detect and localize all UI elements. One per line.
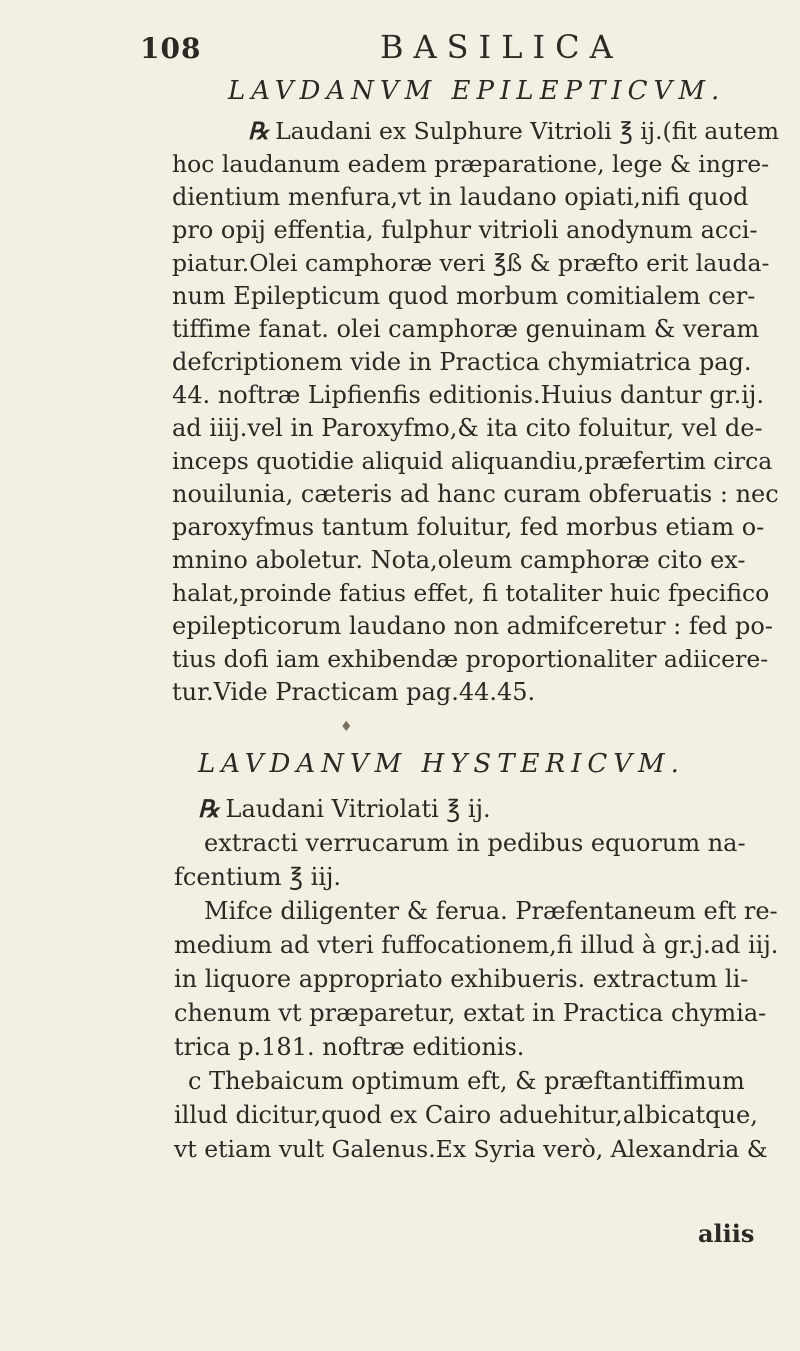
text-line: extracti verrucarum in pedibus equorum na- <box>204 829 746 857</box>
text-line: chenum vt præparetur, extat in Practica chymia- <box>174 999 767 1027</box>
text-line: medium ad vteri fuffocationem,fi illud à gr.j.ad iij. <box>174 931 779 959</box>
text-line: ad iiij.vel in Paroxyfmo,& ita cito foluitur, vel de- <box>172 414 763 442</box>
text-line: tiffime fanat. olei camphoræ genuinam & veram <box>172 315 760 343</box>
text-line: defcriptionem vide in Practica chymiatrica pag. <box>172 348 752 376</box>
recipe-icon: ℞ <box>198 794 220 823</box>
text-line: pro opij effentia, fulphur vitrioli anodynum acci- <box>172 216 758 244</box>
text-line: in liquore appropriato exhibueris. extractum li- <box>174 965 749 993</box>
text-line: ℞ Laudani Vitriolati ℥ ij. <box>198 794 491 823</box>
text-line: inceps quotidie aliquid aliquandiu,præfertim circa <box>172 447 773 475</box>
text-line: epilepticorum laudano non admifceretur : fed po- <box>172 612 773 640</box>
text-line: dientium menfura,vt in laudano opiati,nifi quod <box>172 183 749 211</box>
text-line: illud dicitur,quod ex Cairo aduehitur,albicatque, <box>174 1101 758 1129</box>
text-line: hoc laudanum eadem præparatione, lege & ingre- <box>172 150 770 178</box>
text-line: vt etiam vult Galenus.Ex Syria verò, Alexandria & <box>174 1135 768 1163</box>
text-line: Mifce diligenter & ferua. Præfentaneum eft re- <box>204 897 778 925</box>
running-head <box>0 28 800 68</box>
text-line: paroxyfmus tantum foluitur, fed morbus etiam o- <box>172 513 765 541</box>
section-heading-hystericum: LAVDANVM HYSTERICVM. <box>198 749 685 779</box>
text-line: tur.Vide Practicam pag.44.45. <box>172 678 536 706</box>
page-number: 108 <box>140 32 202 65</box>
text-line: c Thebaicum optimum eft, & præftantiffimum <box>188 1067 745 1095</box>
section-heading-epilepticum: LAVDANVM EPILEPTICVM. <box>228 76 726 106</box>
text-line: num Epilepticum quod morbum comitialem cer- <box>172 282 756 310</box>
text-line: piatur.Olei camphoræ veri ℥ß & præfto erit lauda- <box>172 249 770 277</box>
ink-speck-icon: ♦ <box>340 719 353 735</box>
text-line: halat,proinde fatius effet, fi totaliter huic fpecifico <box>172 579 770 607</box>
text-line: trica p.181. noftræ editionis. <box>174 1033 525 1061</box>
text-line: nouilunia, cæteris ad hanc curam obferuatis : nec <box>172 480 779 508</box>
text-line: fcentium ℥ iij. <box>174 863 342 891</box>
text-line: tius dofi iam exhibendæ proportionaliter adiicere- <box>172 645 769 673</box>
catchword: aliis <box>698 1219 755 1248</box>
text-line: mnino aboletur. Nota,oleum camphoræ cito ex- <box>172 546 746 574</box>
text-line: 44. noftræ Lipfienfis editionis.Huius dantur gr.ij. <box>172 381 764 409</box>
running-title: BASILICA <box>380 28 623 66</box>
recipe-icon: ℞ <box>248 117 270 145</box>
text-line: ℞ Laudani ex Sulphure Vitrioli ℥ ij.(fit autem <box>248 117 780 145</box>
